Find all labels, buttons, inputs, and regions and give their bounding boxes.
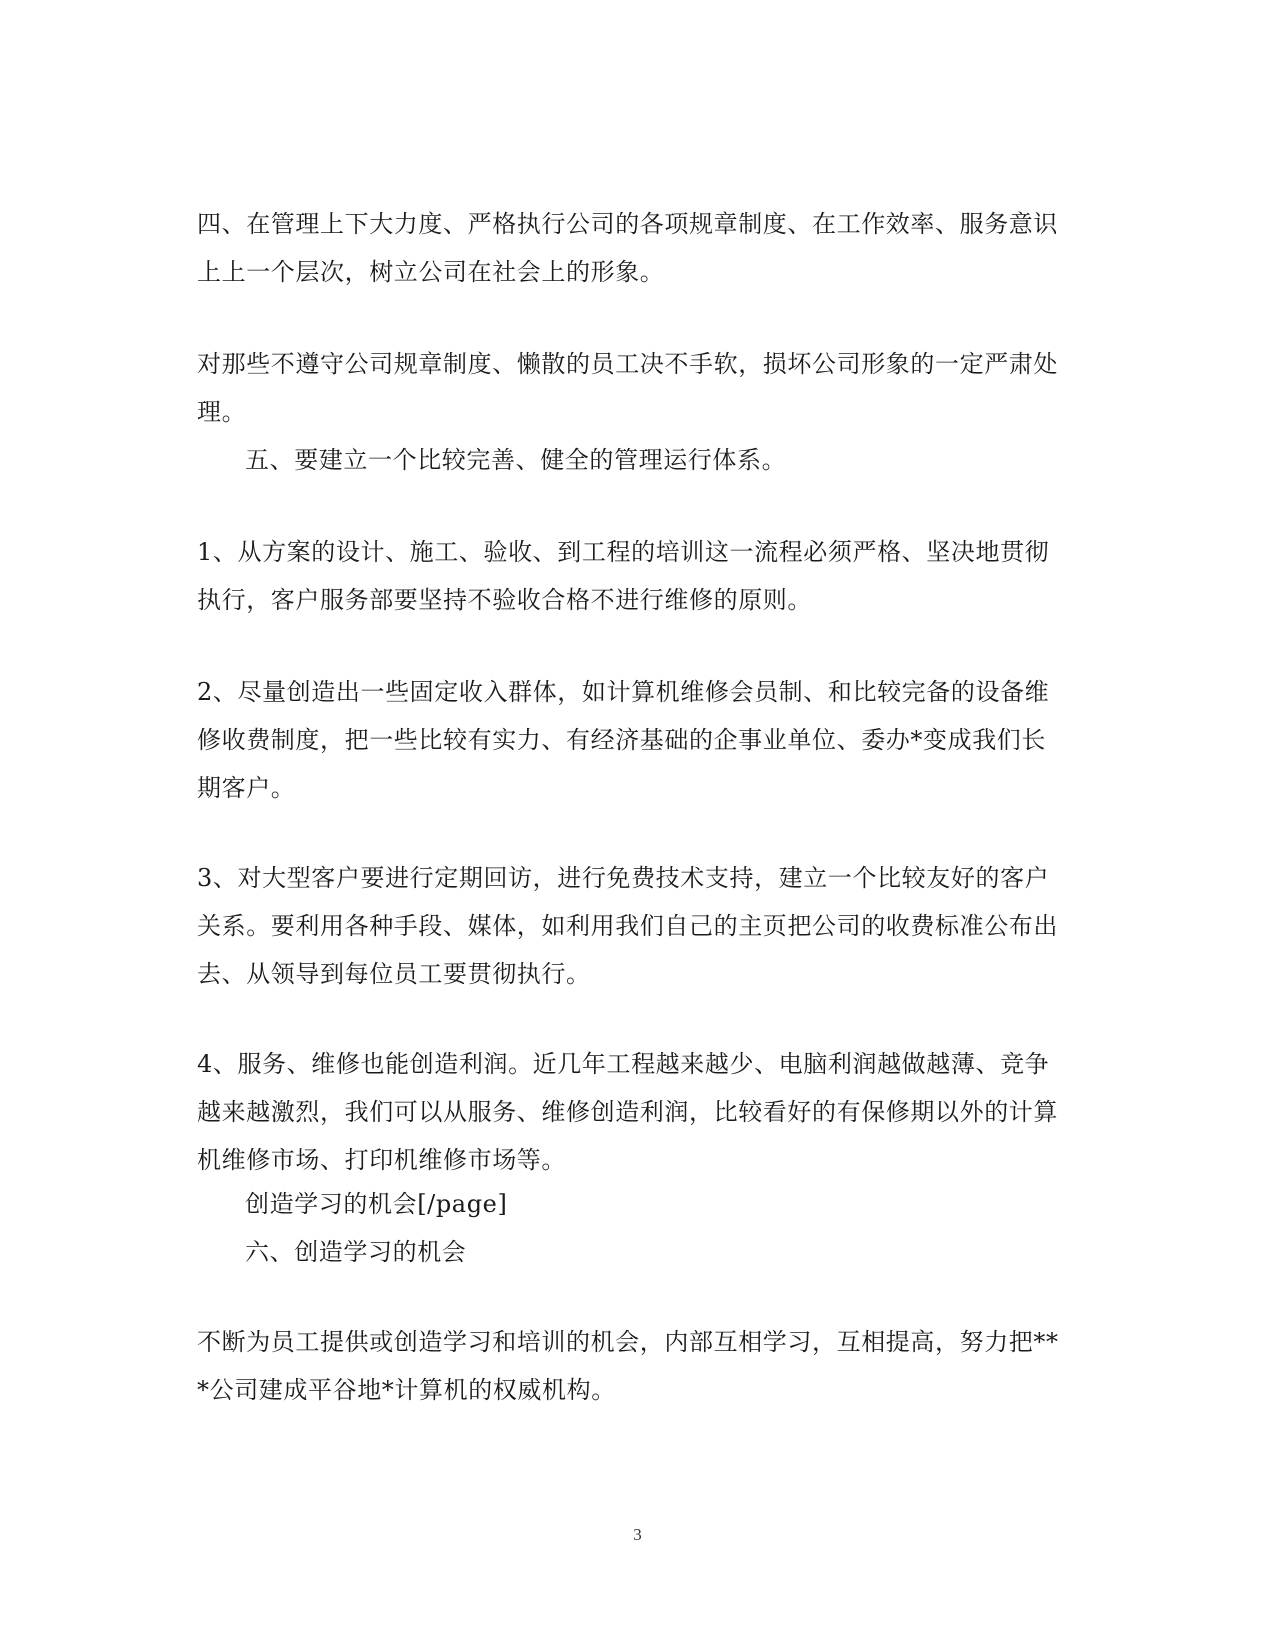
paragraph-item-3 (197, 854, 1077, 998)
paragraph-discipline (197, 340, 1077, 436)
text-line: 六、创造学习的机会 (245, 1238, 467, 1266)
text-line: 去、从领导到每位员工要贯彻执行。 (197, 960, 591, 988)
text-line: *公司建成平谷地*计算机的权威机构。 (197, 1376, 616, 1404)
text-line: 四、在管理上下大力度、严格执行公司的各项规章制度、在工作效率、服务意识 (197, 210, 1058, 238)
paragraph-learning (197, 1318, 1077, 1414)
paragraph-item-2 (197, 668, 1077, 812)
text-line: 4、服务、维修也能创造利润。近几年工程越来越少、电脑利润越做越薄、竞争 (197, 1050, 1050, 1078)
heading-section-five (245, 436, 1125, 484)
text-line: 期客户。 (197, 774, 296, 802)
paragraph-item-1 (197, 528, 1077, 624)
paragraph-item-4 (197, 1040, 1077, 1184)
text-line: 创造学习的机会[/page] (245, 1190, 508, 1218)
text-line: 关系。要利用各种手段、媒体，如利用我们自己的主页把公司的收费标准公布出 (197, 912, 1058, 940)
text-line: 上上一个层次，树立公司在社会上的形象。 (197, 258, 665, 286)
text-line: 五、要建立一个比较完善、健全的管理运行体系。 (245, 446, 787, 474)
text-line: 修收费制度，把一些比较有实力、有经济基础的企事业单位、委办*变成我们长 (197, 726, 1046, 754)
text-line: 不断为员工提供或创造学习和培训的机会，内部互相学习，互相提高，努力把** (197, 1328, 1059, 1356)
text-line: 2、尽量创造出一些固定收入群体，如计算机维修会员制、和比较完备的设备维 (197, 678, 1050, 706)
heading-section-six (245, 1228, 1125, 1276)
text-line: 1、从方案的设计、施工、验收、到工程的培训这一流程必须严格、坚决地贯彻 (197, 538, 1050, 566)
page-number: 3 (633, 1525, 642, 1544)
text-line: 理。 (197, 398, 247, 426)
text-line: 执行，客户服务部要坚持不验收合格不进行维修的原则。 (197, 586, 812, 614)
text-line: 对那些不遵守公司规章制度、懒散的员工决不手软，损坏公司形象的一定严肃处 (197, 350, 1058, 378)
paragraph-management (197, 200, 1077, 296)
text-line: 越来越激烈，我们可以从服务、维修创造利润，比较看好的有保修期以外的计算 (197, 1098, 1058, 1126)
paragraph-page-marker (245, 1180, 1125, 1228)
text-line: 3、对大型客户要进行定期回访，进行免费技术支持，建立一个比较友好的客户 (197, 864, 1050, 892)
text-line: 机维修市场、打印机维修市场等。 (197, 1146, 566, 1174)
